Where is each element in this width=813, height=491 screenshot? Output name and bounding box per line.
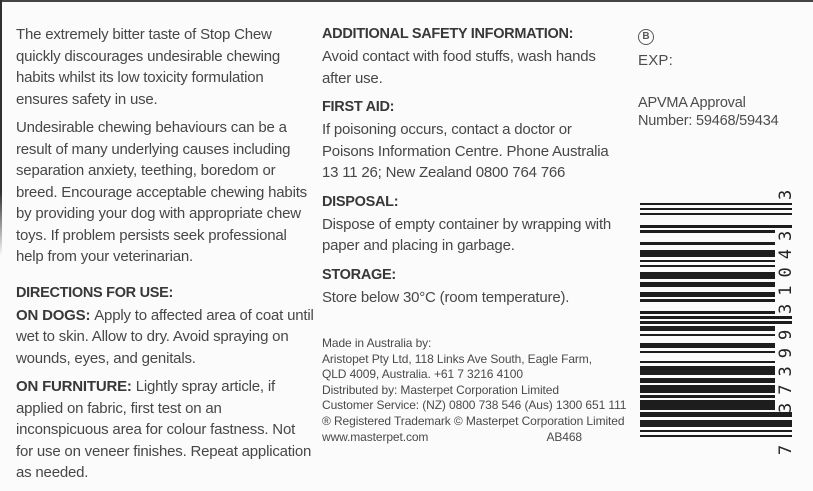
distributor-line: Distributed by: Masterpet Corporation Limited xyxy=(322,382,559,397)
on-furniture-label: ON FURNITURE: xyxy=(16,378,132,395)
section-disposal xyxy=(322,192,624,257)
section-additional-safety xyxy=(322,24,624,89)
website-text: www.masterpet.com xyxy=(322,429,429,444)
storage-heading: STORAGE: xyxy=(322,266,396,283)
additional-safety-heading: ADDITIONAL SAFETY INFORMATION: xyxy=(322,26,574,42)
on-dogs-label: ON DOGS: xyxy=(16,306,91,324)
website-row xyxy=(322,430,582,446)
exp-label: EXP: xyxy=(638,51,673,69)
barcode-digit-group1: 37399 xyxy=(776,321,796,413)
barcode-bars xyxy=(640,203,792,437)
on-dogs-text: Apply to affected area of coat until wet to skin. Allow to dry. Avoid spraying on wounds, eyes, and genitals. xyxy=(16,306,314,367)
manufacturer-address-line2: QLD 4009, Australia. +61 7 3216 4100 xyxy=(322,367,523,382)
made-in-line: Made in Australia by: xyxy=(322,336,432,350)
disposal-body: Dispose of empty container by wrapping with paper and placing in garbage. xyxy=(322,215,612,254)
disposal-heading: DISPOSAL: xyxy=(322,193,399,210)
photo-edge-top xyxy=(0,0,813,2)
left-column xyxy=(16,24,314,491)
intro-paragraph: The extremely bitter taste of Stop Chew quickly discourages undesirable chewing habits whilst its low toxicity formulation ensures safety in use. xyxy=(16,26,281,108)
trademark-line: ® Registered Trademark © Masterpet Corporation Limited xyxy=(322,413,625,428)
apvma-approval-text: APVMA Approval Number: 59468/59434 xyxy=(638,94,779,129)
middle-column xyxy=(322,24,624,316)
additional-safety-body: Avoid contact with food stuffs, wash hands after use. xyxy=(322,48,596,87)
directions-on-furniture xyxy=(16,376,314,484)
barcode-digit-last: 3 xyxy=(776,189,796,200)
customer-service-line: Customer Service: (NZ) 0800 738 546 (Aus) 1300 651 111 xyxy=(322,398,627,413)
upc-barcode xyxy=(640,184,810,460)
barcode-digit-first: 7 xyxy=(776,444,796,456)
storage-body: Store below 30°C (room temperature). xyxy=(322,288,570,306)
fine-print-block xyxy=(322,336,627,445)
first-aid-body: If poisoning occurs, contact a doctor or Poisons Information Centre. Phone Australia 13 11 26; New Zealand 0800 764 766 xyxy=(322,121,609,181)
circled-b-batch-icon: B xyxy=(638,29,654,45)
first-aid-heading: FIRST AID: xyxy=(322,99,395,115)
manufacturer-address-line1: Aristopet Pty Ltd, 118 Links Ave South, Eagle Farm, xyxy=(322,351,592,366)
directions-heading: DIRECTIONS FOR USE: xyxy=(16,284,174,301)
directions-on-dogs xyxy=(16,305,314,370)
barcode-digit-group2: 31043 xyxy=(776,222,796,314)
on-furniture-text: Lightly spray article, if applied on fabric, first test on an inconspicuous area for colour fastness. Not for use on veneer finishes. Repeat application as needed. xyxy=(16,378,312,481)
section-first-aid xyxy=(322,97,624,184)
section-storage xyxy=(322,265,624,309)
behaviour-paragraph: Undesirable chewing behaviours can be a result of many underlying causes including separation anxiety, teething, boredom or breed. Encourage acceptable chewing habits by providing your dog with appropriate chew toys. If problem persists seek professional help from your veterinarian. xyxy=(16,119,307,265)
label-code: AB468 xyxy=(546,429,582,444)
right-column xyxy=(638,26,803,130)
photo-edge-left xyxy=(0,0,2,256)
